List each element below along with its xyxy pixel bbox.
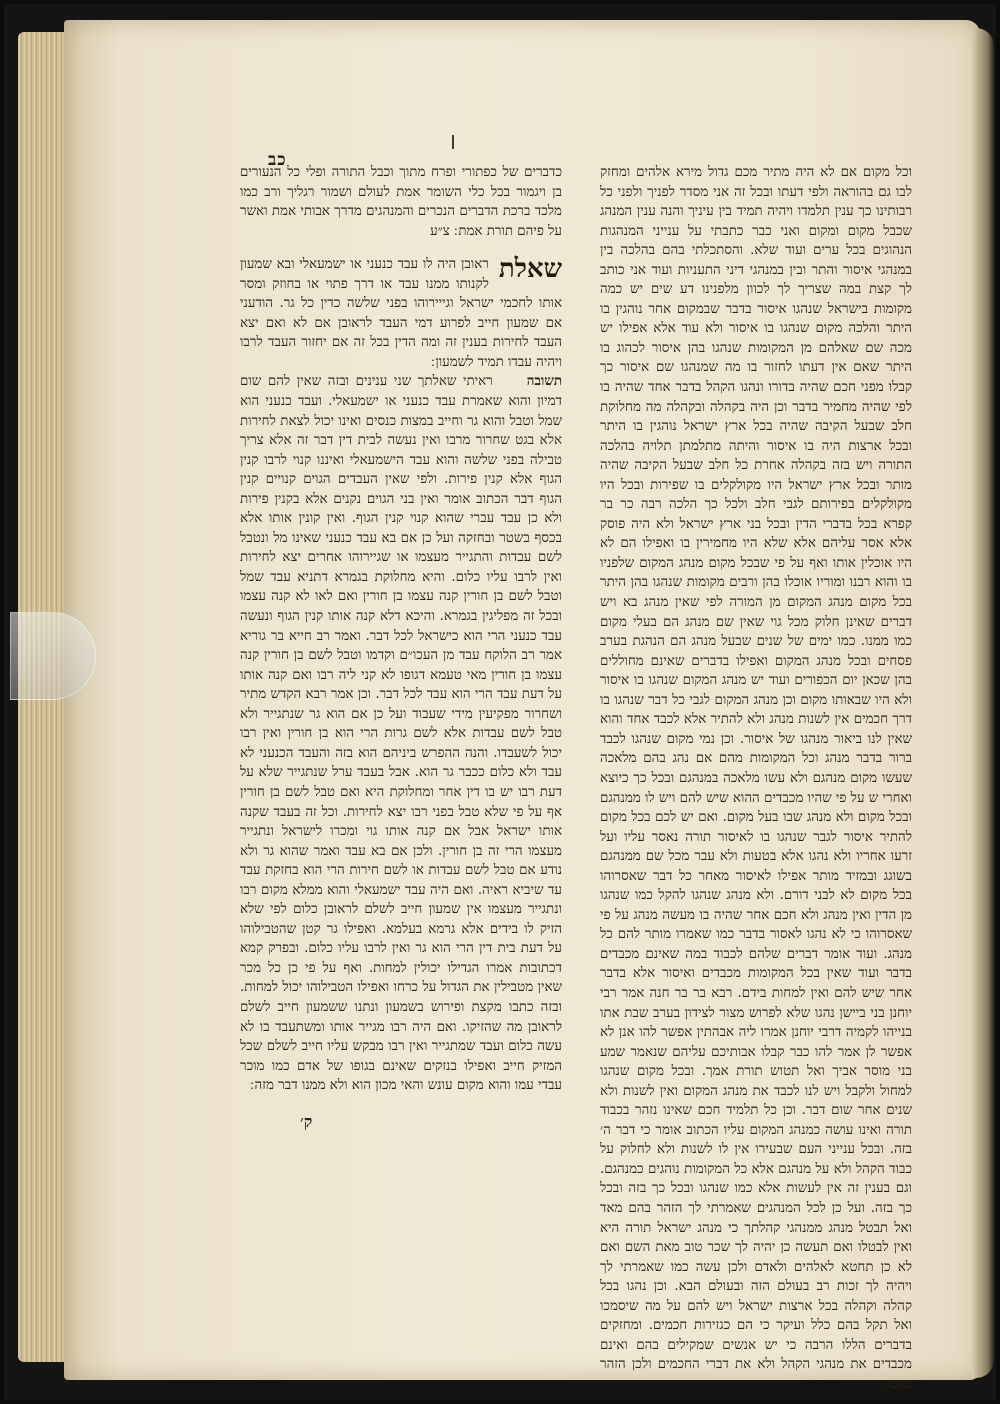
left-column-intro: כדברים של כפתורי ופרח מתוך וכבל התורה ופלי כל הנעורים בן ויגמור בכל כלי השומר אמת לעולם ושמור רגליך ורב כמו מלכד ברכת הדברים הנכרים והמנהגים מדרך אבותי אמת ואשר על פיהם תורת אמת ׃ צ״ע: [240, 165, 562, 239]
right-column-text: וכל מקום אם לא היה מתיר מכם גדול מירא אלהים ומחזק לבו גם בהוראה ולפי דעתו ובכל זה אני מסדר לפניך ולפני כל רבותינו כך ענין תלמדו ויהיה תמיד בין עיניך והנה ענין המנהג שכבל מקום ומקום ואני כבר כתבתי על ענייני המנהגות הנהוגים בכל ערים ועוד שלא. והסתכלתי בהם בהלכה בין במנהגי איסור והתר ובין במנהגי דיני התעניות ועוד אני כותב לך קצת במה שצריך לך לכוון מלפנינו דע שים יש כמה מקומות בישראל שנהגו איסור בדבר שבמקום אחר נוהגין בו היתר והלכה מקום שנהגו בו איסור ולא עוד אלא אפילו יש מכה שם שאלהם מן המקומות שנהגו בהן איסור לכהוג בו היתר שאם אין דעתו לחזור בו מה שמנהגו שם איסור כך קבלו מפני חכם שהיה בדורו ונהגו הקהל בדבר אחד שהיה בו לפי שהיה מחמיר בדבר וכן היה בקהלה ובקהלה מה מחלוקת חלב שבעל הקיבה שהיה בכל ארץ ישראל נוהגין בו היתר ובכל ארצות היה בו איסור והיתה מתלמתן תלויה בהלכה התורה ויש בזה בקהלה אחרת כל חלב שבעל הקיבה שהיה מותר ובכל ארץ ישראל היו מקולקלים בו שפירות ובכל היו מקולקלים בפירותם לגבי חלב ולכל כך הלכה רבה כר בר קפרא בכל בדברי הדין ובכל בני ארץ ישראל ולא היה פוסק אלא אסר עליהם אלא שלא היו מחמירין בו ואפילו הם לא היו אוכלין אותו ואף על פי שבכל מקום מנהג המקום שלפניו בו והוא רבנו ומוריו אוכלו בהן ורבים מקומות שנהגו בהן היתר בכל מקום מנהג המקום מן המורה לפי שאין מנהג בא ויש דברים שאינן חלוק מכל גוי שאין שם מנהג הם בעלי מקום כמו ממנו. כמו ימים של שנים שבעל מנהג הם הנהגת בערב פסחים ובכל מנהג המקום ואפילו בדברים שאינם מחוללים בהן שכאן יום הכפורים ועוד יש מנהג המקום שנהגו בו איסור ולא היו שבאותו מקום וכן מנהג המקום לגבי כל דבר שנהגו בו דרך חכמים אין לשנות מנהג ולא להתיר אלא לכבד אחד והוא שאין לנו ביאור מנהגו של איסור. וכן נמי מקום שנהגו לכבד ברור בדבר מנהג וכל המקומות מהם אם נהג בהם מלאכה שעשו מקום מנהגם ולא עשו מלאכה במנהגם ובכל כך כיוצא ואחרי ש על פי שהיו מכבדים ההוא שיש להם ויש לו ממנהגם ובכל מקום ולא מנהג שבו בעל מקום. ואם יש לכם בכל מקום להתיר איסור לגבר שנהגו בו לאיסור תורה נאסר עליו ועל זרעו אחריו ולא נהגו אלא בטעות ולא עבר מכל שם ממנהגם בשוגג ובמזיד מותר אפילו לאיסור מאחר כל דבר שאסרוהו בכל מקום לא לבני דורם. ולא מנהג שנהגו להקל כמו שנהגו מן הדין ואין מנהג ולא חכם אחר שהיה בו מעשה מנהג על פי שאסרוהו כי לא נהגו לאסור בדבר כמו שאמרו מותר להם כל מנהג. ועוד אומר דברים שלהם לכבוד במה שאינם מכבדים בדבר ועוד שאין בכל המקומות מכבדים ואיסור אלא בדבר אחר שיש להם ואין למחות בידם. רבא בר בר חנה אמר רבי יוחנן בני ביישן נהגו שלא לפרוש מצור לצידון בערב שבת אתו בנייהו לקמיה דרבי יוחנן אמרו ליה אבהתין אפשר להו אנן לא אפשר לן אמר להו כבר קבלו אבותיכם עליהם שנאמר שמע בני מוסר אביך ואל תטוש תורת אמך. ובכל מקום שנהגו למחול ולקבל ויש לנו לכבד את מנהג המקום ואין לשנות ולא שנים אחר שום דבר. וכן כל תלמיד חכם שאינו נזהר בכבוד תורה ואינו עושה כמנהג המקום עליו הכתוב אומר כי דבר ה׳ בזה. ובכל ענייני העם שבעירו אין לו לשנות ולא לחלוק על כבוד הקהל ולא על מנהגם אלא כל המקומות נוהגים כמנהגם. וגם בענין זה אין לעשות אלא כמו שנהגו ובכל כך בזה ובכל כך בזה. ועל כן לכל המנהגים שאמרתי לך הזהר בהם מאד ואל תבטל מנהג ממנהגי קהלתך כי מנהג ישראל תורה היא ואין לבטלו ואם תעשה כן יהיה לך שכר טוב מאת השם ואם לא כן תחטא לאלהים ולאדם ולכן עשה כמו שאמרתי לך ויהיה לך זכות רב בעולם הזה ובעולם הבא. וכן נהגו בכל קהלה וקהלה בכל ארצות ישראל ויש להם על מה שיסמכו ואל תקל בהם כלל ועיקר כי הם כגזירות חכמים. ומחזקים בדברים הללו הרבה כי יש אנשים שמקילים בהם ואינם מכבדים את מנהגי הקהל ולא את דברי החכמים ולכן הזהר בהם.: [600, 165, 912, 1392]
left-text-column: [240, 163, 562, 1096]
ink-mark: [452, 135, 454, 149]
plastic-clip-icon: [10, 612, 96, 700]
question-block: [240, 255, 562, 372]
question-heading: שאלת: [498, 254, 562, 285]
catchword: ק׳: [300, 1112, 313, 1131]
book-right-edge: [972, 28, 994, 1378]
answer-heading: תשובה: [526, 373, 562, 390]
right-text-column: [600, 163, 912, 1394]
folio-number: כב: [268, 150, 287, 170]
answer-text: ראיתי שאלתך שני ענינים ובזה שאין להם שום דמיון והוא שאמרת עבד כנעני או ישמעאלי. ועבד כנעני הוא שמל וטבל והוא גר וחייב במצות כנסים ואינו יכול לצאת לחירות אלא בגט שחרור מרבו ואין נעשה לבית דין דבר זה אלא צריך טבילה בפני שלשה והוא עבד הישמעאלי ואיננו קנוי לרבו קנין הגוף אלא קנין פירות. ולפי שאין העבדים הגוים קנויים קנין הגוף דבר הכתוב אומר ואין בני הגוים נקנים אלא בקנין פירות ולא כן עבד עברי שהוא קנוי קנין הגוף. ואין קונין אותו אלא בכסף בשטר ובחזקה ועל כן אם בא עבד כנעני שאינו מל ונטבל לשם עבדות והתגייר מעצמו או שגיירוהו אחרים יצא לחירות ואין לרבו עליו כלום. והיא מחלוקת בגמרא דתניא עבד שמל וטבל לשם בן חורין קנה עצמו בן חורין ואם לאו לא קנה עצמו ובכל זה מפליגין בגמרא. והיכא דלא קנה אותו קנין הגוף ונעשה עבד כנעני הרי הוא כישראל לכל דבר. ואמר רב חייא בר גוריא אמר רב הלוקח עבד מן העכו״ם וקדמו וטבל לשם בן חורין קנה עצמו בן חורין מאי טעמא דגופו לא קני ליה רבו ואם קנה אותו על דעת עבד הרי הוא עבד לכל דבר. וכן אמר רבא הקדש מתיר ושחרור מפקיעין מידי שעבוד ועל כן אם הוא גר שנתגייר ולא טבל לשם עבדות אלא לשם גרות הרי הוא בן חורין ואין רבו יכול לשעבדו. והנה ההפרש ביניהם הוא בזה והעבד הכנעני לא עבד ולא כלום ככבר גר הוא. אבל בעבד ערל שנתגייר שלא על דעת רבו יש בו דין אחר ומחלוקת היא ואם טבל לשם בן חורין אף על פי שלא טבל בפני רבו יצא לחירות. וכל זה בעבד שקנה אותו ישראל אבל אם קנה אותו גוי ומכרו לישראל ונתגייר מעצמו הרי זה בן חורין. ולכן אם בא עבד ואמר שהוא גר ולא נודע אם טבל לשם עבדות או לשם חירות הרי הוא בחזקת עבד עד שיביא ראיה. ואם היה עבד ישמעאלי והוא ממלא מקום רבו ונתגייר מעצמו אין שמעון חייב לשלם לראובן כלום לפי שלא הזיק לו בידים אלא גרמא בעלמא. ואפילו גר קטן שהטבילוהו על דעת בית דין הרי הוא גר ואין לרבו עליו כלום. ובפרק קמא דכתובות אמרו הגדילו יכולין למחות. ואף על פי כן כל מכר שאין מטבילין את הגדול על כרחו ואפילו הטבילוהו יכול למחות. ובזה כתבו מקצת ופירוש בשמעון ונתנו ששמעון חייב לשלם לראובן מה שהזיקו. ואם היה רבו מגייר אותו ומשתעבד בו לא עשה כלום ועבד שמתגייר ואין רבו מבקש עליו חייב לשלם שכל המזיק חייב ואפילו בנזקים שאינם בגופו של אדם כמו מוכר עבדי עמו והוא מקום עונש והאי מכון הוא ולא ממנו דבר מזה ׃: [240, 374, 562, 1094]
question-text: ראובן היה לו עבד כנעני או ישמעאלי ובא שמעון לקנותו ממנו עבד או דרך פתוי או בחוזק ומסר אותו לחכמי ישראל וגייירוהו בפני שלשה כדין כל גר. הודעני אם שמעון חייב לפרוע דמי העבד לראובן אם לא ואם יצא העבד לחירות בענין זה ומה הדין בכל זה אם יחזור העבד לרבו ויהיה עבדו תמיד לשמעון ׃: [240, 257, 562, 370]
answer-block: [240, 372, 562, 1095]
